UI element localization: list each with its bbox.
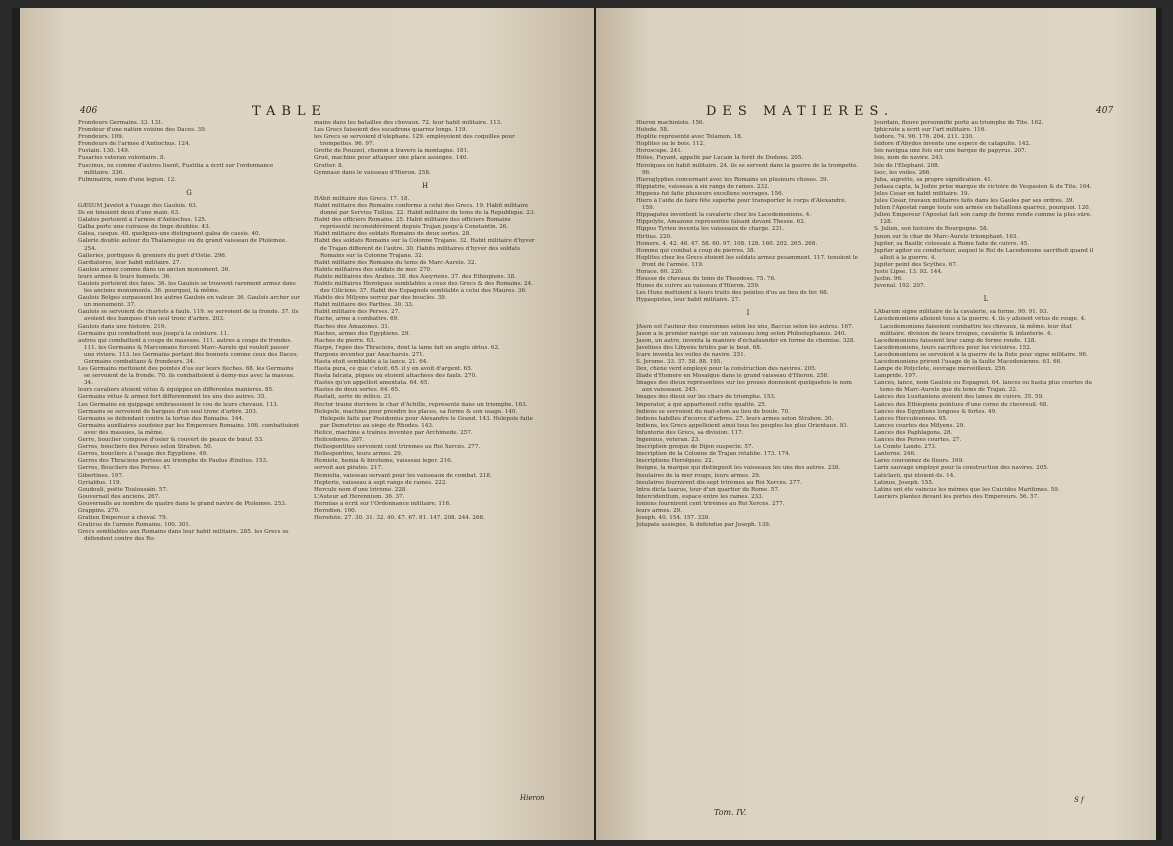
index-entry: Germains se défendant contre la tortue des Romains. 144. (78, 415, 244, 422)
index-entry: Jason a le premier navigé sur un vaisseau long selon Philostephanus. 240. (636, 330, 847, 337)
index-entry: Gyrialdus. 119. (78, 479, 122, 486)
index-entry: Habits militaires des soldats de mer. 270. (314, 266, 432, 273)
index-entry: LAbarum signe militaire de la cavalerie, sa forme. 90. 91. 93. (874, 309, 1049, 316)
index-entry: Lampe de Polyclete, ouvrage merveilleux. 256. (874, 366, 1007, 373)
index-entry: Helicedores. 207. (314, 437, 365, 444)
index-entry: Herodien. 100. (314, 507, 357, 514)
left-page-header: TABLE (252, 104, 328, 119)
index-entry: Lacedemoniens faisoient leur camp de forme ronde. 128. (874, 337, 1037, 344)
index-entry: Insulaires de la mer rouge, leurs armes. 29. (636, 472, 761, 479)
index-entry: Juste Lipse. 13. 92. 144. (874, 268, 943, 275)
index-entry: Judaea capta, la Judée prise marque de victoire de Vespasien & de Tite. 164. (874, 183, 1092, 190)
index-entry: Jupiter peint des Scythes. 67. (874, 261, 958, 268)
index-entry: leurs cavaliers étoient vêtus & équippez en differentes manieres. 85. (78, 387, 274, 394)
right-page-number: 407 (1096, 106, 1114, 116)
index-entry: Grappins. 270. (78, 507, 120, 514)
index-entry: Isidore. 74. 96. 176. 204. 211. 230. (874, 134, 974, 141)
index-entry: Fusarius veteran volontaire. 8. (78, 155, 166, 162)
right-column-2 (874, 120, 1098, 501)
index-entry: Julien Empereur l'Apostat fait son camp de forme ronde comme la plus sûre. 128. (874, 212, 1092, 226)
index-entry: Jupiter, sa Basilic colossale à Rome faite de cuivre. 45. (874, 240, 1029, 247)
index-entry: Gerres, Boucliers des Perses. 47. (78, 465, 172, 472)
index-entry: Inscription greque de Dijon suspecte. 57. (636, 444, 754, 451)
index-entry: Hoplites chez les Grecs étoient les soldats armez pesamment. 117. tenoient le front de l'armée. 119. (636, 254, 858, 268)
index-entry: Lances des Lusitaniens avoient des lames de cuivre. 35. 59. (874, 394, 1044, 401)
index-entry: Jason, un autre, inventa la maniere d'échafaunder en forme de chemise. 328. (636, 337, 856, 344)
index-entry: Gaulois portoient des faies. 36. les Gaulois se trouvent rarement armez dans les anciens monuments. 36. pourquoi, là même. (78, 280, 296, 295)
index-entry: Fuscinus, ou comme d'autres lisent, Fustitia a écrit sur l'ordonnance militaire. 336. (78, 162, 274, 176)
index-entry: Larix sauvage employé pour la construction des navires. 205. (874, 465, 1049, 472)
index-entry: Lampride. 197. (874, 373, 918, 380)
index-entry: Joseph. 40. 154. 157. 339. (636, 515, 711, 522)
index-entry: Holode. 58. (636, 127, 669, 134)
index-entry: Les Grecs faisoient des escadrons quarrez longs. 119. (314, 127, 468, 134)
index-entry: Galerie double autour du Thalamegue ou du grand vaisseau de Ptolemée. 254. (78, 238, 287, 252)
index-entry: Hector traîné derriere le char d'Achille, représenté dans un triomphe. 163. (314, 401, 528, 408)
left-column-2 (314, 120, 536, 522)
index-entry: Lances des Ethiopiens pointues d'une corne de chevreuil. 68. (874, 401, 1049, 408)
index-entry: Gouvernail des anciens. 267. (78, 493, 161, 500)
index-entry: Jules Cesar en habit militaire. 19. (874, 190, 970, 197)
index-entry: leurs armes. 29. (636, 507, 682, 514)
index-entry: Heroïques en habit militaire. 24. ils se servent dans la guerre de la trompette. 96. (636, 162, 859, 176)
index-entry: Jourdain, fleuve personnifié porté au triomphe de Tite. 162. (874, 120, 1044, 126)
index-entry: Imperator, à qui appartenoit cette qualité. 25. (636, 401, 767, 408)
index-entry: Ilex, chêne verd employé pour la construction des navires. 205. (636, 366, 817, 373)
index-entry: Jotapate assiegée, & défendue par Joseph. 139. (636, 522, 771, 529)
section-letter-h: H (421, 181, 429, 190)
index-entry: Lauriers plantez devant les portes des Empereurs. 56. 57. (874, 493, 1040, 500)
index-entry: Iphicrate a écrit sur l'art militaire. 116. (874, 127, 987, 134)
index-entry: Hunes de cuivre au vaisseau d'Hieron. 259. (636, 283, 760, 290)
index-entry: Javelines des Libyens brûlés par le bout. 68. (636, 344, 762, 351)
index-entry: Jules Cesar, travaux militaires faits dans les Gaules par ses ordres. 39. (874, 198, 1075, 205)
index-entry: Gaulois Belges surpassent les autres Gaulois en valeur. 36. Gaulois archer sur un monument. 37. (78, 295, 300, 309)
index-entry: Gibertines. 197. (78, 472, 124, 479)
index-entry: Homere. 4. 42. 46. 47. 58. 60. 97. 108. 128. 160. 202. 265. 268. (636, 240, 818, 247)
index-entry: Hieroglyphes concernant avec les Romains en plusieurs choses. 39. (636, 176, 829, 183)
index-entry: Insulaires fournirent dix-sept trirèmes au Roi Xercès. 277. (636, 479, 802, 486)
index-entry: Hippolyte, Amazone représentée faisant devant Thesée. 62. (636, 219, 806, 226)
index-entry: Gaulois armez comme dans un ancien monument. 36. (78, 266, 231, 273)
index-entry: Lacedemoniens alloient tous à la guerre. 4. ils y alloient vêtus de rouge. 4. Lacedemoniens faisoient combattre les chevaux, là même. leur état militaire. division de leurs troupes, cavalerie & infanterie. 4. (874, 316, 1086, 337)
index-entry: Habit militaire des Parthes. 30. 33. (314, 302, 414, 309)
index-entry: Julien l'Apostat range toute son armée en bataillons quarrez, pourquoi. 120. (874, 205, 1091, 212)
index-entry: S. Jerome. 33. 37. 58. 88. 195. (636, 359, 723, 365)
index-entry: Hastes qu'on appelloit amentata. 64. 65. (314, 380, 430, 387)
index-entry: Hoplites ou le bois. 112. (636, 141, 705, 148)
index-entry: Gratien Empereur à cheval. 79. (78, 515, 168, 522)
index-entry: Habits militaires des Arabes. 38. des Assyriens. 37. des Ethiopiens. 38. (314, 273, 516, 280)
index-entry: Hirtius. 220. (636, 233, 672, 240)
index-entry: Grutter. 8. (314, 162, 344, 169)
index-entry: Herodote. 27. 30. 31. 32. 40. 47. 67. 81. 147. 208. 244. 268. (314, 515, 485, 522)
left-page (20, 8, 594, 840)
right-column-1 (636, 120, 860, 529)
index-entry: Lances des Perses courtes. 27. (874, 437, 962, 444)
index-entry: HAbit militaire des Grecs. 17. 18. (314, 195, 410, 202)
index-entry: Habit militaire des soldats Romains de deux sortes. 28. (314, 231, 471, 238)
index-entry: Hippeus fut faite plusieurs excellens ouvrages. 156. (636, 190, 784, 197)
index-entry: Goudouli, poëte Toulousain. 57. (78, 486, 168, 493)
index-entry: Gymnase dans le vaisseau d'Hieron. 258. (314, 169, 431, 176)
index-entry: Hastes de deux sortes. 64. 65. (314, 387, 400, 394)
index-entry: Lances, lance, nom Gaulois ou Espagnol. 64. lances ou hasta plus courtes du tems de Marc-Aurele que du tems de Trajan. 22. (874, 380, 1093, 394)
index-entry: Frondeurs de l'armée d'Antiochus. 124. (78, 141, 191, 148)
index-entry: Harpons inventez par Anacharsis. 271. (314, 351, 425, 358)
section-letter-g: G (186, 188, 192, 197)
index-entry: Lances courtes des Milyens. 29. (874, 422, 965, 429)
index-entry: Galea, casque. 40. quelques-uns distinguent galea de cassis. 40. (78, 231, 261, 238)
left-page-number: 406 (80, 106, 98, 116)
index-entry: Justin. 96. (874, 276, 903, 283)
index-entry: Hercule nom d'une trirème. 228. (314, 486, 408, 493)
index-entry: Hache, arme à combattre. 69. (314, 316, 399, 323)
right-catchword: S f (1074, 796, 1084, 804)
index-entry: Hôtes, Fuyant, appellé par Lucain la forêt de Dodone. 205. (636, 155, 804, 162)
section-letter-i: I (746, 309, 750, 318)
index-entry: Haches des Amazones. 31. (314, 323, 390, 330)
index-entry: Gouvernails au nombre de quatre dans le grand navire de Ptolemée. 253. (78, 500, 287, 507)
index-entry: Hasta falcata, piques où étoient attachées des faulx. 270. (314, 373, 477, 380)
index-entry: Grotte de Pouzzol, chemin à travers la montagne. 181. (314, 148, 469, 155)
index-entry: Isoc, les voiles. 266. (874, 169, 932, 176)
index-entry: Hastati, sorte de milice. 21. (314, 394, 393, 401)
index-entry: Hippagates inventent la cavalerie chez les Lacedemoniens. 4. (636, 212, 812, 219)
index-entry: Grecs semblables aux Romains dans leur habit militaire. 285. les Grecs se défendent contre des Ro- (78, 529, 289, 543)
index-entry: Ils en tenoient deux d'une main. 63. (78, 210, 180, 217)
index-entry: Germains auxiliaires soudoiez par les Empereurs Romains. 106. combattoient avec des massues, la même. (78, 422, 300, 436)
index-entry: Isle de l'Elephant. 208. (874, 162, 940, 169)
index-entry: Laticlavii, qui étoient-ils. 14. (874, 472, 956, 479)
index-entry: Frondeur d'une nation voisine des Daces. 39. (78, 127, 207, 134)
index-entry: Isidore d'Abydos invente une espece de catapulte. 142. (874, 141, 1031, 148)
index-entry: Inscription de la Colonne de Trajan rétablie. 173. 174. (636, 451, 791, 458)
index-entry: Horoscope. 241. (636, 148, 683, 155)
index-entry: L'Auteur ad Herennium. 36. 37. (314, 493, 405, 500)
index-entry: Lacedemoniens se servoient à la guerre de la flute pour signe militaire. 96. (874, 351, 1088, 358)
index-entry: Gaulois se servoient de chariots à faulx. 119. se servoient de la fronde. 37. ils avoient des banques d'un seul tronc d'arbre. 203. (78, 309, 299, 323)
index-entry: Intra dicta taurus, tour d'un quartier de Rome. 57. (636, 486, 780, 493)
index-entry: Frondeurs Germains. 33. 131. (78, 120, 164, 126)
index-entry: Haches, armes des Egyptiens. 29. (314, 330, 411, 337)
index-entry: Latinus, Joseph. 155. (874, 479, 934, 486)
volume-signature: Tom. IV. (714, 808, 747, 817)
right-page (596, 8, 1156, 840)
index-entry: Gerres des Thraciens portées au triomphe de Paulus Æmilius. 153. (78, 458, 268, 465)
index-entry: Hepteris, vaisseau à sept rangs de rames. 222. (314, 479, 448, 486)
index-entry: servoit aux pirates. 217. (314, 465, 383, 472)
index-entry: Gerre, bouclier composé d'osier & couvert de peaux de bœuf. 53. (78, 437, 264, 444)
index-entry: Hieron machiniste. 156. (636, 120, 705, 126)
index-entry: Lances Herculéennes. 65. (874, 415, 948, 422)
index-entry: Hasta étoit semblable à la lance. 21. 64. (314, 359, 429, 365)
index-entry: Les Germains en quippage embrassoient le cou de leurs chevaux. 113. (78, 401, 279, 408)
index-entry: GÆSUM Javelot à l'usage des Gaulois. 63. (78, 202, 198, 209)
index-entry: Hypaspistes, leur habit militaire. 27. (636, 297, 741, 304)
index-entry: Iliade d'Homere en Mosaïque dans le grand vaisseau d'Hieron. 258. (636, 373, 829, 380)
index-entry: Habit militaire des Perses. 27. (314, 309, 400, 316)
index-entry: Hemiole, hemia & biroteme, vaisseau leger. 216. (314, 458, 453, 465)
index-entry: Indiens se servoient du mat-stom au lieu de boule. 70. (636, 408, 790, 415)
index-entry: Habit militaire des Romains du tems de Marc-Aurele. 32. (314, 259, 477, 266)
index-entry: Lacedemoniens prirent l'usage de la faulte Macedonienne. 63. 66. (874, 359, 1062, 365)
index-entry: Graticus de l'armée Romaine. 100. 301. (78, 522, 191, 529)
index-entry: Infanterie des Grecs, sa division. 117. (636, 429, 744, 436)
index-entry: Isis, nom de navire. 243. (874, 155, 944, 162)
index-entry: Hasta pura, ce que c'etoit. 65. il y en avoit d'argent. 65. (314, 366, 473, 373)
index-entry: Homme qui combat à coup de pierres. 38. (636, 247, 756, 254)
index-entry: Habits des Milyens serrez par des boucles. 39. (314, 295, 447, 302)
index-entry: Galba porte une cuirasse de linge doublée. 43. (78, 224, 211, 231)
index-entry: mains dans les batailles des chevaux. 72. leur habit militaire. 113. (314, 120, 503, 126)
index-entry: Hellespontites servoient cent trirèmes au Roi Xercès. 277. (314, 444, 481, 451)
index-entry: Gardiatores, leur habit militaire. 27. (78, 259, 182, 266)
index-entry: Lances des Egyptiens longues & fortes. 49. (874, 408, 997, 415)
index-entry: Habit militaire des Romains conforme à celui des Grecs. 19. Habit militaire donné par Servius Tullius. 22. Habit militaire du tems de la Republique. 23. (314, 202, 536, 217)
index-entry: Indiens, les Grecs appelloient ainsi tous les peuples les plus Orientaux. 81. (636, 422, 849, 429)
index-entry: Lanterne. 246. (874, 451, 916, 458)
index-entry: Jupiter agitor ou conducteur, auquel le Roi de Lacedemone sacrifioit quand il alloit à la guerre. 4. (874, 247, 1094, 261)
index-entry: autres qui combattent à coups de massues. 111. autres à coups de frondes. 111. les Germains & Marcomans forcent Marc-Aurele qui vouloit passer une riviere. 113. les Germains portant des bonnets comme ceux des Daces; Germains combattans & frondeurs. 34. (78, 337, 299, 365)
index-entry: Helepole, machine pour prendre les places, sa forme & son usage. 140. Helepole faite par Posidonius pour Alexandre le Grand. 143. Helepole faite par Demetrius au siege de Rhodes. 143. (314, 408, 533, 429)
section-letter-l: L (983, 295, 989, 304)
index-entry: Gerres, boucliers des Perses selon Strabon. 50. (78, 444, 213, 451)
index-entry: Hellespontins, leurs armes. 29. (314, 451, 403, 458)
index-entry: Les Germains mettoient des pointes d'os sur leurs fleches. 68. les Germains se servoient de la fronde. 70. ils combattoient à demy-nus avec la massue. 34. (78, 366, 295, 387)
index-entry: Isis navigua une fois sur une barque de papyrus. 207. (874, 148, 1027, 155)
index-entry: Insigne, la marque qui distinguoit les vaisseaux les uns des autres. 238. (636, 465, 841, 472)
book-spread (12, 8, 1162, 840)
index-entry: Germains se servoient de barques d'un seul tronc d'arbre. 203. (78, 408, 258, 415)
right-page-header: DES MATIERES. (706, 104, 895, 119)
index-entry: Hemiolia, vaisseau servant pour les vaisseaux de combat. 218. (314, 472, 492, 479)
index-entry: Lacedemoniens, leurs sacrifices pour les victoires. 152. (874, 344, 1032, 351)
index-entry: Lances des Paphlagons. 28. (874, 429, 953, 436)
index-entry: S. Julien, son histoire de Bourgogne. 58. (874, 226, 989, 233)
index-entry: Intercidentium, espace entre les rames. 233. (636, 493, 764, 500)
index-entry: Junon sur le char de Marc-Aurele triomphant. 163. (874, 233, 1019, 240)
index-entry: Ingenuus, veteran. 23. (636, 437, 701, 444)
index-entry: Le Comte Lando. 273. (874, 444, 937, 451)
index-entry: Habits militaires Heroïques semblables à ceux des Grecs & des Romains. 24. des Ciliciens. 37. Habit des Espagnols semblable à celui des Maures. 36. (314, 280, 533, 295)
index-entry: Habit des soldats Romains sur la Colonne Trajane. 32. Habit militaire d'hyver de Trajan different de l'autre. 30. Habits militaires d'hyver des soldats Romains sur la Colonne Trajane. 32. (314, 238, 535, 259)
left-catchword: Hieron (520, 794, 545, 802)
index-entry: Galates portoient à l'armée d'Antiochus. 125. (78, 217, 207, 224)
index-entry: leurs armes & leurs bonnets. 36. (78, 273, 172, 280)
index-entry: Germains vêtus & armez fort differemment les uns des autres. 35. (78, 394, 267, 401)
index-entry: Latins ont éte vaincus les mêmes que les Cuicides Maritimes. 59. (874, 486, 1060, 493)
index-entry: Hermias a écrit sur l'Ordonnance militaire. 116. (314, 500, 451, 507)
index-entry: Images des dieux représentées sur les proues donnoient quelquefois le nom aux vaisseaux. 245. (636, 380, 852, 394)
index-entry: Fustain. 130. 149. (78, 148, 130, 155)
index-entry: Harpé, l'épée des Thraciens, dont la lame fait un angle obtus. 62. (314, 344, 500, 351)
index-entry: Juvenal. 192. 207. (874, 283, 926, 290)
index-entry: Frondeurs. 109. (78, 134, 124, 141)
index-entry: Horace. 60. 220. (636, 268, 684, 275)
index-entry: Gerres, boucliers à l'usage des Egyptiens. 49. (78, 451, 208, 458)
index-entry: les Grecs se servoient d'elephans. 129. employoient des coquilles pour trompettes. 96. 97. (314, 134, 515, 148)
index-entry: Habit des officiers Romains. 25. Habit militaire des officiers Romains représenté inconsidérément depuis Trajan jusqu'à Constantin. 26. (314, 217, 511, 231)
index-entry: Helice, machine à traînes inventée par Archimede. 257. (314, 429, 473, 436)
index-entry: Germains qui combattent nus jusqu'à la ceinture. 11. (78, 330, 229, 337)
index-entry: Hoplite représenté avec Telamon. 18. (636, 134, 743, 141)
index-entry: Haches de pierre. 63. (314, 337, 376, 344)
index-entry: Hippus Tyrien inventa les vaisseaux de charge. 231. (636, 226, 785, 233)
index-entry: Juba, aigrette, sa propre signification. 41. (874, 176, 993, 183)
index-entry: JAson est l'auteur des couronnes selon les uns, Baccus selon les autres. 167. (636, 323, 854, 330)
index-entry: Galleries, portiques & greniers du port d'Ostie. 296. (78, 252, 227, 259)
index-entry: Images des dieux sur les chars de triomphe. 153. (636, 394, 776, 401)
index-entry: Icare inventa les voiles de navire. 251. (636, 351, 746, 358)
index-entry: Housse de chevaux du tems de Theodose. 75. 76. (636, 276, 776, 283)
index-entry: Hippiatrie, vaisseau à six rangs de rames. 232. (636, 183, 770, 190)
index-entry: Lares couronnez de fleurs. 169. (874, 458, 964, 465)
index-entry: Indiens habillés d'écorce d'arbres. 27. leurs armes selon Strabon. 30. (636, 415, 834, 422)
index-entry: Fulminatrix, nom d'une legion. 12. (78, 176, 177, 183)
index-entry: Gaulois dans une histoire. 219. (78, 323, 167, 330)
index-entry: Hiero à l'aide de faire fête superbe pour transporter le corps d'Alexandre. 159. (636, 198, 847, 212)
left-column-1 (78, 120, 300, 543)
index-entry: Les Huns mettoient à leurs traits des pointes d'os au lieu de fer. 68. (636, 290, 829, 297)
index-entry: Ioniens fournirent cent trirèmes au Roi Xercès. 277. (636, 500, 785, 507)
index-entry: Inscriptions Heroïques. 22. (636, 458, 714, 465)
index-entry: Gruë, machine pour attaquer une place assiegée. 140. (314, 155, 469, 162)
